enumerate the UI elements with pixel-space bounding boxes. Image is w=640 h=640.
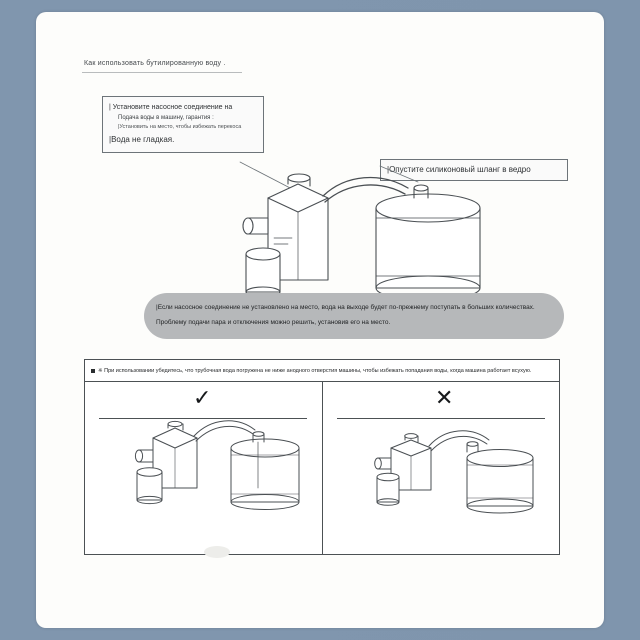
comparison-illustrations — [85, 360, 559, 554]
callout-silicone-hose: |Опустите силиконовый шланг в ведро — [380, 159, 568, 181]
callout-pump-connection — [102, 96, 264, 153]
callout-left-line5: |Вода не гладкая. — [109, 135, 175, 144]
warning-note-line1: |Если насосное соединение не установлено на место, вода на выходе будет по-прежнему поступать в больших количествах. — [156, 304, 535, 311]
incorrect-usage — [375, 431, 533, 513]
page-title: Как использовать бутилированную воду . — [84, 60, 226, 67]
callout-left-line3: |Установить на место, чтобы избежать перекоса — [118, 124, 242, 130]
title-underline — [82, 72, 242, 73]
paper-smudge — [204, 546, 230, 558]
callout-left-line1: | Установите насосное соединение на — [109, 104, 233, 111]
warning-note-line2: Проблему подачи пара и отключения можно решить, установив его на место. — [156, 319, 391, 326]
callout-left-line2: Подача воды в машину, гарантия : — [118, 115, 214, 121]
cross-icon: ✕ — [435, 386, 454, 411]
correct-usage — [135, 421, 299, 510]
sheet-inner — [36, 12, 604, 628]
instruction-sheet — [36, 12, 604, 628]
comparison-panel-header-text: ※ При использовании убедитесь, что трубочная вода погружена не ниже анодного отверстия машины, чтобы избежать попадания воды, когда машина работает всухую. — [98, 367, 532, 374]
warning-note — [144, 293, 564, 339]
check-icon: ✓ — [193, 386, 212, 411]
comparison-panel — [84, 359, 560, 555]
